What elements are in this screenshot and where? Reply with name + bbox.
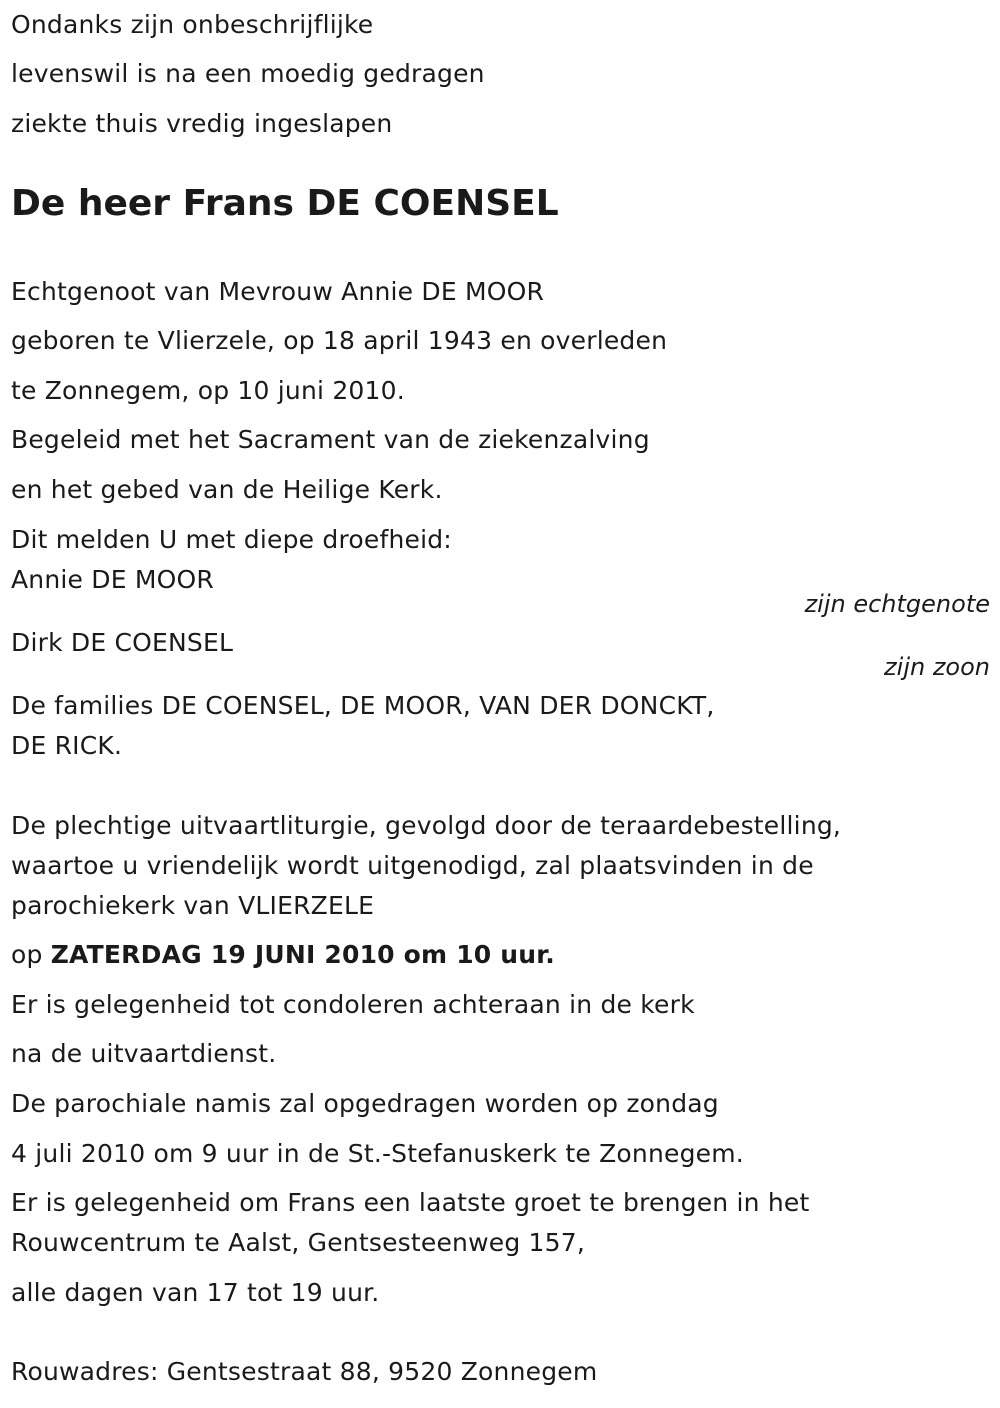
mourner-role: zijn echtgenote bbox=[804, 590, 990, 618]
mourner-role: zijn zoon bbox=[884, 653, 990, 681]
ceremony-line-1: De plechtige uitvaartliturgie, gevolgd door de teraardebestelling, bbox=[11, 811, 842, 840]
deceased-name-heading: De heer Frans DE COENSEL bbox=[11, 183, 559, 224]
farewell-line-3: alle dagen van 17 tot 19 uur. bbox=[11, 1278, 380, 1307]
mourning-address: Rouwadres: Gentsestraat 88, 9520 Zonnegem bbox=[11, 1357, 598, 1386]
condolences-line-2: na de uitvaartdienst. bbox=[11, 1039, 277, 1068]
ceremony-date bbox=[11, 940, 555, 970]
farewell-line-1: Er is gelegenheid om Frans een laatste groet te brengen in het bbox=[11, 1188, 810, 1217]
ceremony-line-2: waartoe u vriendelijk wordt uitgenodigd, zal plaatsvinden in de bbox=[11, 851, 814, 880]
bio-line-5: en het gebed van de Heilige Kerk. bbox=[11, 475, 443, 504]
mass-line-1: De parochiale namis zal opgedragen worden op zondag bbox=[11, 1089, 719, 1118]
ceremony-line-3: parochiekerk van VLIERZELE bbox=[11, 891, 375, 920]
ceremony-date-prefix: op bbox=[11, 940, 51, 969]
bio-line-1: Echtgenoot van Mevrouw Annie DE MOOR bbox=[11, 277, 545, 306]
obituary-notice bbox=[11, 0, 996, 1408]
families-line-2: DE RICK. bbox=[11, 731, 123, 760]
families-line-1: De families DE COENSEL, DE MOOR, VAN DER DONCKT, bbox=[11, 691, 715, 720]
intro-line-1: Ondanks zijn onbeschrijflijke bbox=[11, 10, 374, 39]
mourner-name: Annie DE MOOR bbox=[11, 565, 214, 594]
bio-line-2: geboren te Vlierzele, op 18 april 1943 en overleden bbox=[11, 326, 668, 355]
bio-line-4: Begeleid met het Sacrament van de ziekenzalving bbox=[11, 425, 650, 454]
mourner-name: Dirk DE COENSEL bbox=[11, 628, 234, 657]
bio-line-6: Dit melden U met diepe droefheid: bbox=[11, 525, 452, 554]
mass-line-2: 4 juli 2010 om 9 uur in de St.-Stefanuskerk te Zonnegem. bbox=[11, 1139, 744, 1168]
bio-line-3: te Zonnegem, op 10 juni 2010. bbox=[11, 376, 405, 405]
farewell-line-2: Rouwcentrum te Aalst, Gentsesteenweg 157, bbox=[11, 1228, 585, 1257]
condolences-line-1: Er is gelegenheid tot condoleren achteraan in de kerk bbox=[11, 990, 695, 1019]
ceremony-date-bold: ZATERDAG 19 JUNI 2010 om 10 uur. bbox=[50, 940, 555, 969]
intro-line-3: ziekte thuis vredig ingeslapen bbox=[11, 109, 393, 138]
intro-line-2: levenswil is na een moedig gedragen bbox=[11, 59, 485, 88]
